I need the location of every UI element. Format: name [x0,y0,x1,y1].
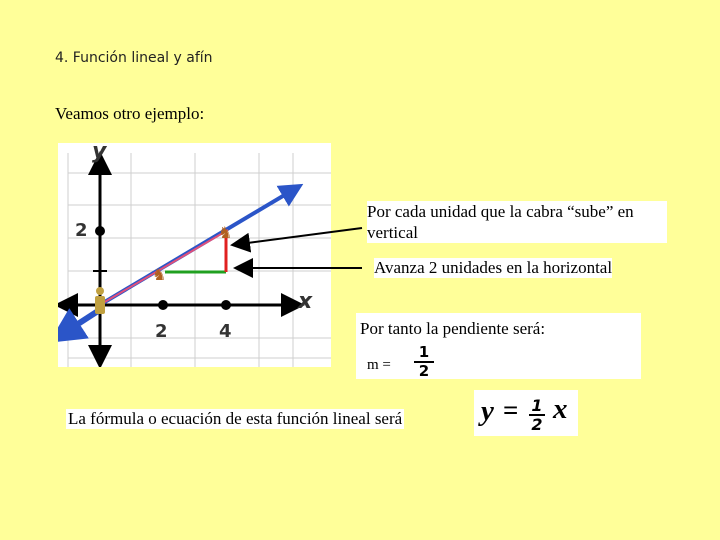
equation-y: y [481,395,494,427]
equation-fraction [529,397,545,433]
y-axis-label: y [92,139,107,164]
slope-text: Por tanto la pendiente será: [360,319,546,338]
equation-equals: = [503,395,519,425]
y-tick-label: 2 [75,220,88,241]
equation-denominator: 2 [529,414,545,433]
equation-x: x [553,393,568,425]
intro-text: Veamos otro ejemplo: [55,104,205,123]
slope-numerator: 1 [418,343,430,361]
slope-denominator: 2 [414,361,434,380]
slope-label: m = [367,357,391,373]
arrow-sube [232,228,362,245]
goat-icon: ♞ [152,267,167,284]
equation-numerator: 1 [531,396,543,415]
annotation-avanza: Avanza 2 unidades en la horizontal [374,258,613,277]
x-tick-label: 4 [219,321,232,342]
x-tick-label: 2 [155,321,168,342]
goat-icon: ♞ [218,225,233,242]
formula-text: La fórmula o ecuación de esta función lineal será [68,409,403,428]
x-axis-label: x [298,289,313,314]
annotation-sube: Por cada unidad que la cabra “sube” en vertical [367,201,667,243]
slope-fraction [414,344,434,380]
section-title: 4. Función lineal y afín [55,50,213,66]
